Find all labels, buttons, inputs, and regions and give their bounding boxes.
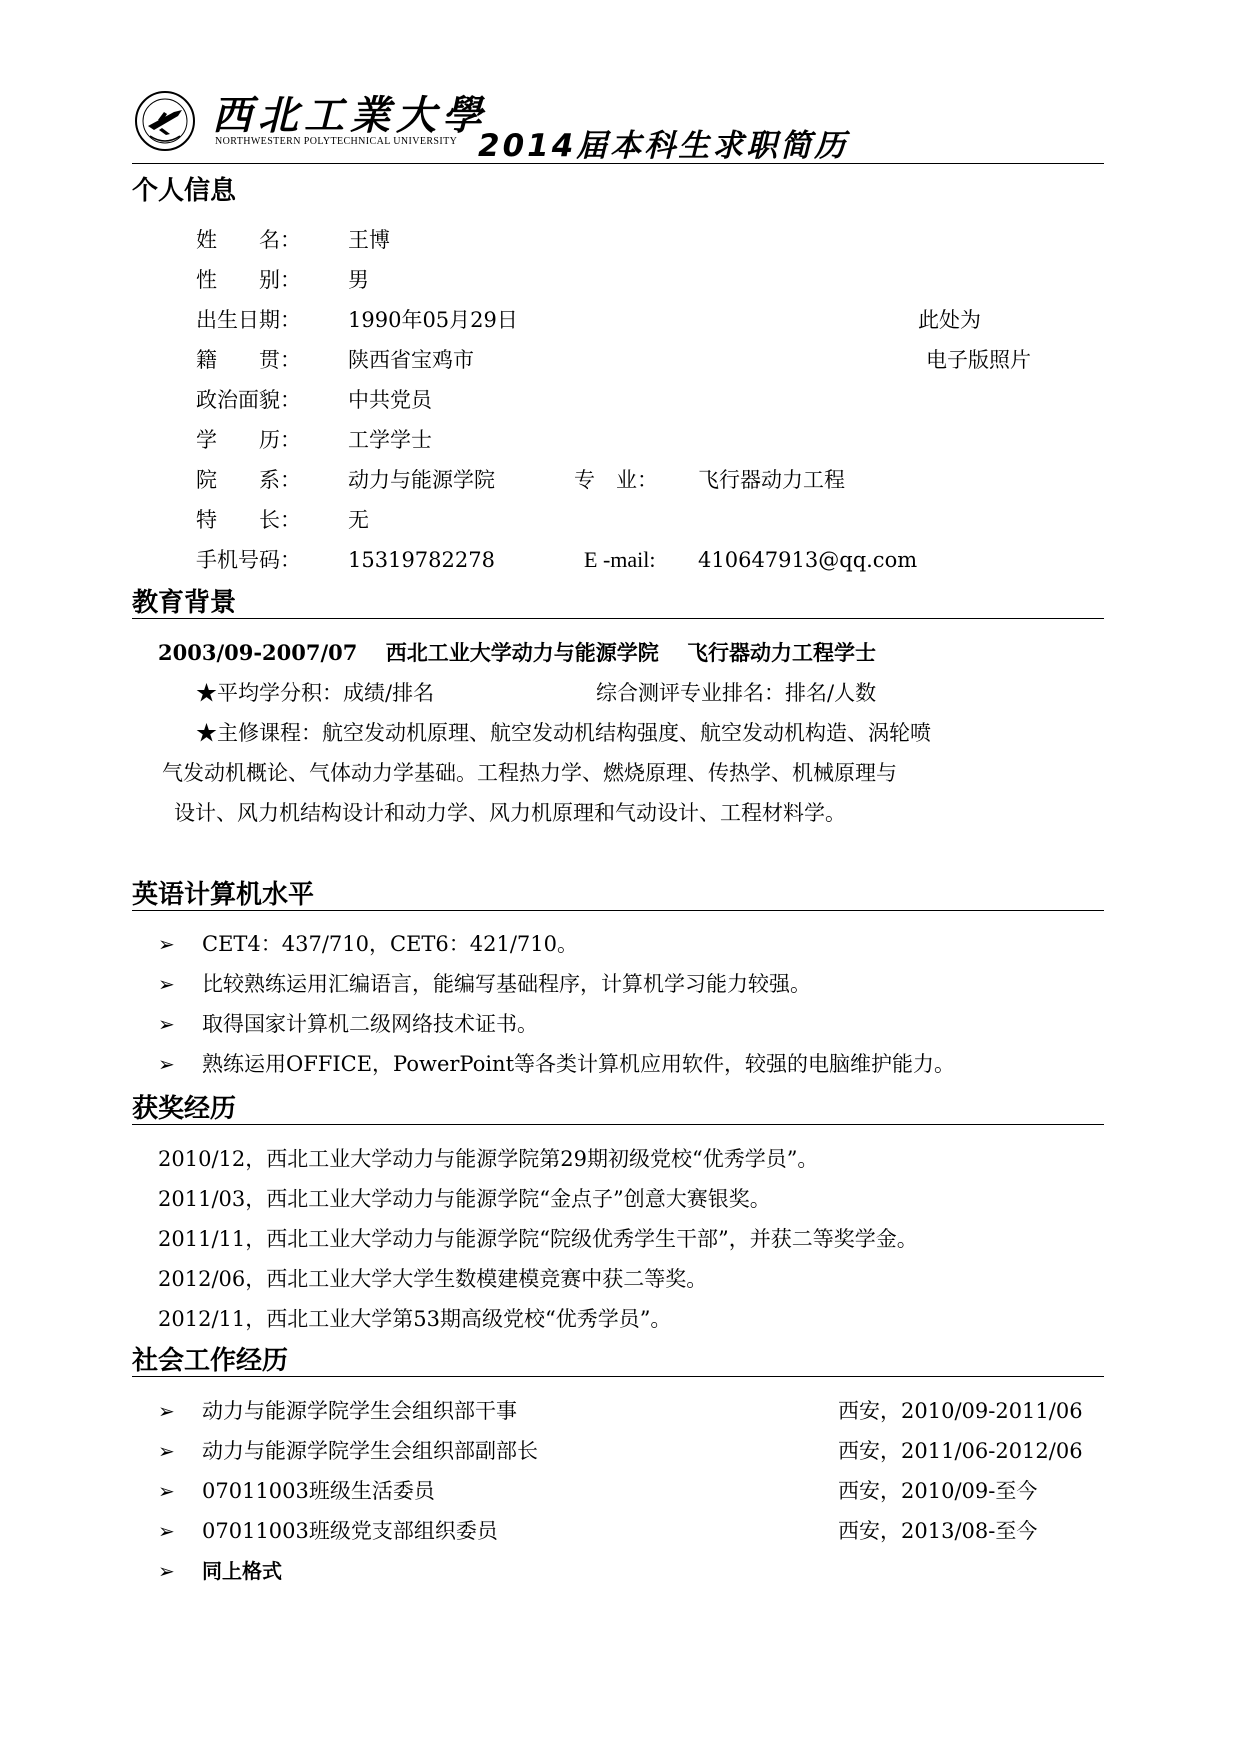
social-work-place-date: 西安，2010/09-至今 bbox=[838, 1479, 1038, 1503]
english-computer-divider bbox=[132, 910, 1104, 911]
section-heading-personal: 个人信息 bbox=[132, 176, 237, 206]
bullet-arrow-icon: ➢ bbox=[158, 1519, 175, 1543]
origin-label: 籍 贯： bbox=[196, 348, 301, 372]
awards-divider bbox=[132, 1124, 1104, 1125]
dept-value: 动力与能源学院 bbox=[348, 468, 495, 492]
bullet-arrow-icon: ➢ bbox=[158, 1439, 175, 1463]
social-work-footer: 同上格式 bbox=[202, 1559, 282, 1583]
degree-value: 工学学士 bbox=[348, 428, 432, 452]
social-work-place-date: 西安，2013/08-至今 bbox=[838, 1519, 1038, 1543]
birth-value: 1990年05月29日 bbox=[348, 308, 518, 332]
award-item: 2012/11，西北工业大学第53期高级党校“优秀学员”。 bbox=[158, 1307, 672, 1331]
skill-item: 比较熟练运用汇编语言，能编写基础程序，计算机学习能力较强。 bbox=[202, 972, 811, 996]
email-value[interactable]: 410647913@qq.com bbox=[698, 548, 918, 572]
social-work-divider bbox=[132, 1376, 1104, 1377]
photo-placeholder-line2: 电子版照片 bbox=[926, 348, 1031, 372]
resume-title: 2014届本科生求职简历 bbox=[478, 128, 849, 164]
university-seal-icon bbox=[134, 90, 196, 152]
section-heading-education: 教育背景 bbox=[132, 588, 237, 618]
name-value: 王博 bbox=[348, 228, 390, 252]
bullet-arrow-icon: ➢ bbox=[158, 1559, 175, 1583]
major-label: 专 业： bbox=[574, 468, 658, 492]
political-value: 中共党员 bbox=[348, 388, 432, 412]
education-gpa: ★平均学分积：成绩/排名 bbox=[196, 681, 435, 705]
gender-value: 男 bbox=[348, 268, 369, 292]
gender-label: 性 别： bbox=[196, 268, 301, 292]
education-courses-line2: 气发动机概论、气体动力学基础。工程热力学、燃烧原理、传热学、机械原理与 bbox=[162, 761, 897, 785]
social-work-role: 07011003班级生活委员 bbox=[202, 1479, 435, 1503]
header-divider bbox=[132, 163, 1104, 164]
birth-label: 出生日期： bbox=[196, 308, 301, 332]
social-work-place-date: 西安，2011/06-2012/06 bbox=[838, 1439, 1083, 1463]
education-divider bbox=[132, 618, 1104, 619]
bullet-arrow-icon: ➢ bbox=[158, 1399, 175, 1423]
award-item: 2010/12，西北工业大学动力与能源学院第29期初级党校“优秀学员”。 bbox=[158, 1147, 819, 1171]
education-courses-line1: ★主修课程：航空发动机原理、航空发动机结构强度、航空发动机构造、涡轮喷 bbox=[196, 721, 931, 745]
email-label: E -mail: bbox=[584, 547, 656, 572]
name-label: 姓 名： bbox=[196, 228, 301, 252]
section-heading-awards: 获奖经历 bbox=[132, 1094, 237, 1124]
education-courses-line3: 设计、风力机结构设计和动力学、风力机原理和气动设计、工程材料学。 bbox=[174, 801, 846, 825]
political-label: 政治面貌： bbox=[196, 388, 301, 412]
award-item: 2012/06，西北工业大学大学生数模建模竞赛中获二等奖。 bbox=[158, 1267, 708, 1291]
social-work-role: 07011003班级党支部组织委员 bbox=[202, 1519, 498, 1543]
origin-value: 陕西省宝鸡市 bbox=[348, 348, 474, 372]
social-work-place-date: 西安，2010/09-2011/06 bbox=[838, 1399, 1083, 1423]
award-item: 2011/03，西北工业大学动力与能源学院“金点子”创意大赛银奖。 bbox=[158, 1187, 771, 1211]
award-item: 2011/11，西北工业大学动力与能源学院“院级优秀学生干部”，并获二等奖学金。 bbox=[158, 1227, 918, 1251]
section-heading-social-work: 社会工作经历 bbox=[132, 1346, 289, 1376]
skill-item: 熟练运用OFFICE，PowerPoint等各类计算机应用软件，较强的电脑维护能力。 bbox=[202, 1052, 956, 1076]
phone-label: 手机号码： bbox=[196, 548, 301, 572]
university-name-en: NORTHWESTERN POLYTECHNICAL UNIVERSITY bbox=[215, 136, 458, 147]
section-heading-english-computer: 英语计算机水平 bbox=[132, 880, 315, 910]
phone-value: 15319782278 bbox=[348, 548, 495, 572]
education-period-line: 2003/09-2007/07 西北工业大学动力与能源学院 飞行器动力工程学士 bbox=[158, 640, 877, 665]
bullet-arrow-icon: ➢ bbox=[158, 1012, 175, 1036]
social-work-role: 动力与能源学院学生会组织部副部长 bbox=[202, 1439, 538, 1463]
university-name-cn: 西北工業大學 bbox=[212, 92, 488, 139]
education-ranking: 综合测评专业排名：排名/人数 bbox=[596, 681, 877, 705]
photo-placeholder-line1: 此处为 bbox=[918, 308, 981, 332]
skill-item: CET4：437/710，CET6：421/710。 bbox=[202, 932, 579, 956]
degree-label: 学 历： bbox=[196, 428, 301, 452]
specialty-value: 无 bbox=[348, 508, 369, 532]
bullet-arrow-icon: ➢ bbox=[158, 1052, 175, 1076]
specialty-label: 特 长： bbox=[196, 508, 301, 532]
bullet-arrow-icon: ➢ bbox=[158, 972, 175, 996]
dept-label: 院 系： bbox=[196, 468, 301, 492]
skill-item: 取得国家计算机二级网络技术证书。 bbox=[202, 1012, 538, 1036]
major-value: 飞行器动力工程 bbox=[698, 468, 845, 492]
social-work-role: 动力与能源学院学生会组织部干事 bbox=[202, 1399, 517, 1423]
bullet-arrow-icon: ➢ bbox=[158, 932, 175, 956]
bullet-arrow-icon: ➢ bbox=[158, 1479, 175, 1503]
